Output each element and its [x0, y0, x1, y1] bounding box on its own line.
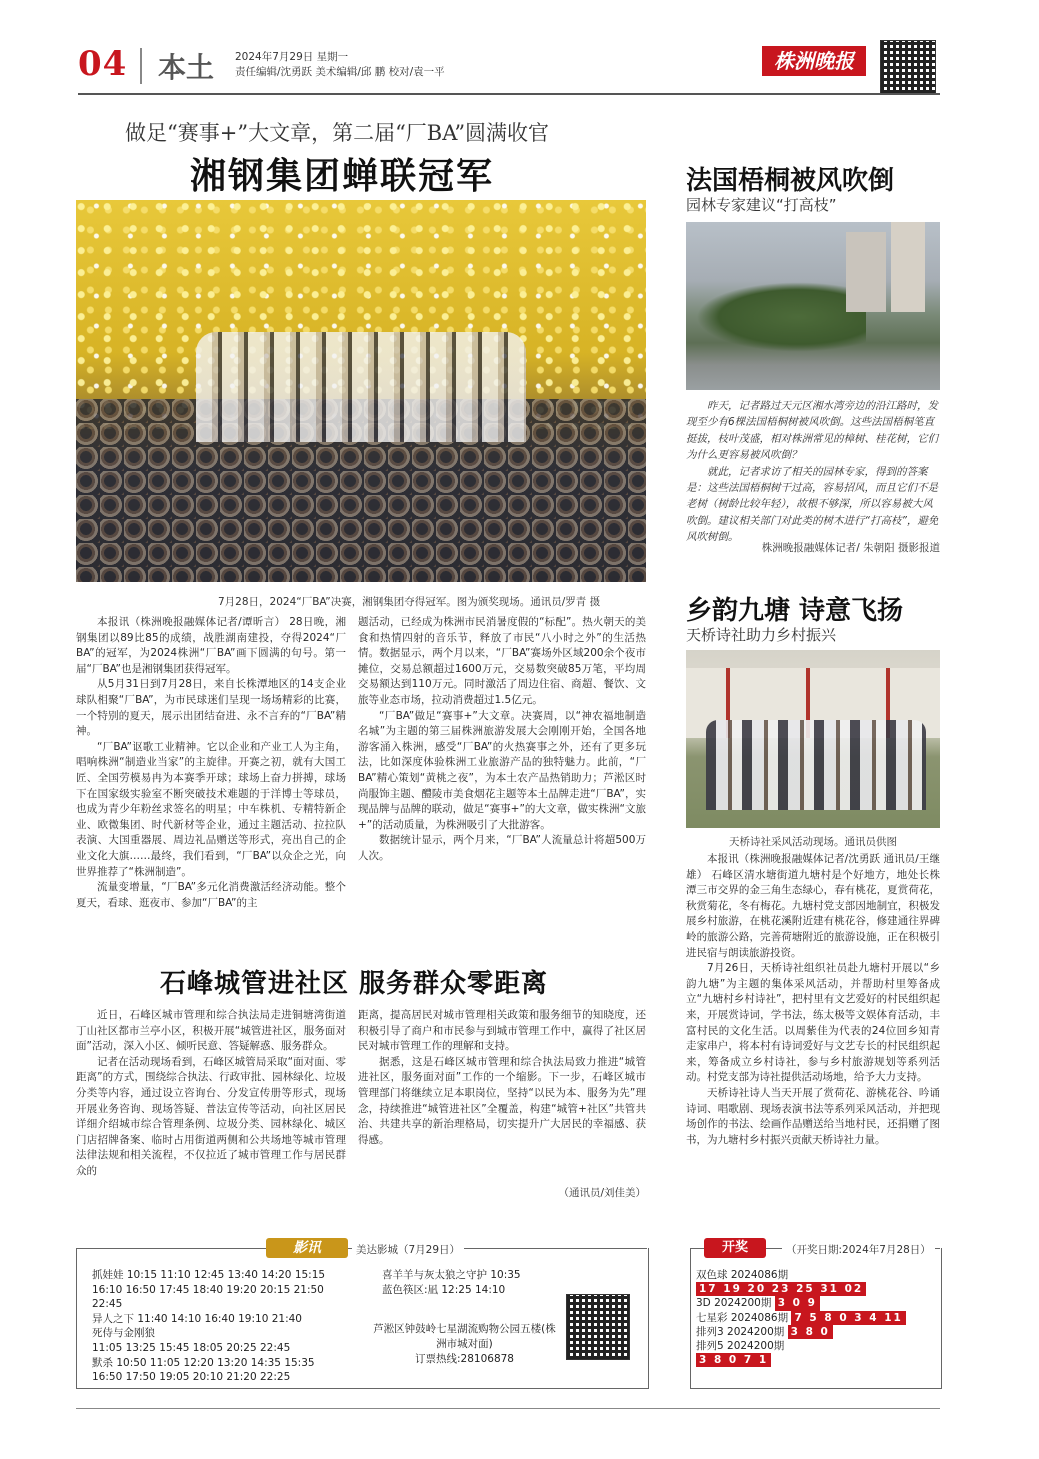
poetry-photo	[686, 650, 940, 828]
listing-line: 16:50 17:50 19:05 20:10 21:20 22:25	[92, 1371, 291, 1384]
paragraph: “厂BA”讴歌工业精神。它以企业和产业工人为主角，唱响株洲“制造业当家”的主旋律。开赛之初，就有大国工匠、全国劳模易冉为本赛季开球；球场上奋力拼搏，球场下在国家级实验室不断突破技术难题的于洋博士等球员，也成为青少年粉丝求签名的明星；中车株机、专精特新企业、欧微集团、时代新材等企业，通过主题活动、拉拉队表演、大国重器展、周边礼品赠送等形式，亮出自己的企业文化大旗……最终，我们看到，“厂BA”以众企之光，向世界推荐了“株洲制造”。	[76, 740, 346, 878]
lottery-label: 七星彩 2024086期	[696, 1311, 789, 1324]
listing-line: 异人之下 11:40 14:10 16:40 19:10 21:40	[92, 1312, 302, 1325]
listing-line: 11:05 13:25 15:45 18:05 20:25 22:45	[92, 1341, 291, 1354]
listing-line: 蓝色筷区:凪 12:25 14:10	[382, 1283, 506, 1296]
cinema-address	[372, 1322, 557, 1367]
lottery-numbers: 7 5 8 0 3 4 11	[791, 1311, 905, 1325]
paragraph: 天桥诗社诗人当天开展了赏荷花、游桃花谷、吟诵诗词、唱歌剧、现场表演书法等系列采风活动，并把现场创作的书法、绘画作品赠送给当地村民，还捐赠了图书，为九塘村乡村振兴贡献天桥诗社力量。	[686, 1086, 940, 1146]
lottery-row	[696, 1296, 936, 1310]
paragraph: 昨天，记者路过天元区湘水湾旁边的沿江路时，发现至少有6棵法国梧桐树被风吹倒。这些法国梧桐笔直挺拔，枝叶茂盛，相对株洲常见的樟树、桂花树，它们为什么更容易被风吹倒？	[686, 400, 938, 462]
poetry-photo-caption: 天桥诗社采风活动现场。通讯员供图	[729, 836, 897, 848]
lottery-label: 3D 2024200期	[696, 1297, 772, 1310]
city-story-title: 石峰城管进社区 服务群众零距离	[160, 969, 549, 999]
cinema-title: 美达影城（7月29日）	[352, 1242, 464, 1257]
poetry-story-title: 乡韵九塘 诗意飞扬	[686, 596, 904, 626]
paragraph: 距离，提高居民对城市管理相关政策和服务细节的知晓度，还积极引导了商户和市民参与到城市管理工作中，赢得了社区居民对城市管理工作的理解和支持。	[358, 1009, 646, 1053]
listing-line: 22:45	[92, 1298, 123, 1311]
tree-story-byline: 株洲晚报融媒体记者/ 朱朝阳 摄影报道	[761, 542, 940, 554]
lottery-numbers: 3 8 0 7 1	[696, 1353, 771, 1367]
bottom-rule	[76, 1408, 940, 1409]
listing-line: 死侍与金刚狼	[92, 1327, 155, 1340]
team-shape	[196, 332, 526, 442]
paragraph: “厂BA”做足“赛事+”大文章。决赛周，以“神农福地制造名城”为主题的第三届株洲旅游发展大会刚刚开始，全国各地游客涌入株洲，感受“厂BA”的火热赛事之外，还有了更多玩法，比如深度体验株洲工业旅游产品的独特魅力。此前，“厂BA”精心策划“黄桃之夜”，为本土农产品热销助力；芦淞区时尚服饰主题、醴陵市美食烟花主题等本土品牌走进“厂BA”，实现品牌与品牌的联动，做足“赛事+”的大文章，做实株洲“文旅+”的活动质量，为株洲吸引了大批游客。	[358, 709, 646, 831]
paragraph: 数据统计显示，两个月来，“厂BA”人流量总计将超500万人次。	[358, 834, 646, 862]
city-story-byline: （通讯员/刘佳美）	[558, 1187, 646, 1199]
hotline-text: 订票热线:28106878	[415, 1353, 514, 1365]
people-shape	[706, 720, 926, 810]
lottery-row	[696, 1353, 936, 1367]
lottery-row	[696, 1339, 936, 1353]
poetry-story-text	[686, 852, 940, 1148]
fallen-tree-photo	[686, 222, 940, 390]
cinema-listings-left	[92, 1268, 372, 1385]
lottery-numbers: 17 19 20 23 25 31 02	[696, 1282, 866, 1296]
cinema-tag: 影讯	[266, 1238, 348, 1258]
building-shape	[846, 232, 886, 312]
city-column-a	[76, 1008, 346, 1180]
masthead-divider	[140, 48, 142, 84]
main-column-b	[358, 615, 646, 865]
paragraph: 本报讯（株洲晚报融媒体记者/沈勇跃 通讯员/王继雄） 石峰区清水塘街道九塘村是个好地方，地处长株潭三市交界的金三角生态绿心，春有桃花，夏赏荷花，秋赏菊花，冬有梅花。九塘村党支部因地制宜，积极发展乡村旅游，在桃花溪附近建有桃花谷，修建通往界碑岭的旅游公路，完善荷塘附近的旅游设施，正在积极引进民宿与朗读旅游投资。	[686, 853, 940, 959]
tree-shape	[696, 282, 866, 352]
lottery-label: 双色球 2024086期	[696, 1269, 789, 1281]
paragraph: 记者在活动现场看到，石峰区城管局采取“面对面、零距离”的方式，围绕综合执法、行政审批、园林绿化、垃圾分类等内容，通过设立咨询台、分发宣传册等形式，现场开展业务咨询、现场答疑、普法宣传等活动，向社区居民详细介绍城市综合管理条例、垃圾分类、园林绿化、城区门店招牌备案、临时占用街道两侧和公共场地等城市管理法律法规和相关流程，不仅拉近了城市管理工作与居民群众的	[76, 1055, 346, 1177]
lottery-date: （开奖日期:2024年7月28日）	[782, 1242, 935, 1257]
building-shape	[891, 222, 925, 312]
page-number: 04	[78, 44, 128, 84]
masthead-rule	[78, 93, 940, 95]
lottery-row	[696, 1325, 936, 1339]
lottery-label: 排列3 2024200期	[696, 1325, 785, 1338]
poetry-story-subtitle: 天桥诗社助力乡村振兴	[686, 626, 837, 644]
section-name: 本土	[158, 51, 215, 84]
paragraph: 7月26日，天桥诗社组织社员赴九塘村开展以“乡韵九塘”为主题的集体采风活动，并帮助村里筹备成立“九塘村乡村诗社”，把村里有文艺爱好的村民组织起来，开展赏诗词，学书法，练太极等文娱体育活动，丰富村民的文化生活。以周紫佳为代表的24位回乡知青走家串户，将本村有诗词爱好与文艺专长的村民组织起来，筹备成立乡村诗社，参与乡村旅游规划等系列活动。村党支部为诗社提供活动场地，给予大力支持。	[686, 962, 940, 1084]
tree-story-text	[686, 398, 940, 546]
paragraph: 题活动，已经成为株洲市民消暑度假的“标配”。热火朝天的美食和热情四射的音乐节，释放了市民“八小时之外”的生活热情。数据显示，两个月以来，“厂BA”赛场外区域200余个夜市摊位，交易总额超过1600万元，交易数突破85万笔，平均周交易额达到110万元。同时激活了周边住宿、商超、餐饮、文旅等业态市场，拉动消费超过1.5亿元。	[358, 616, 646, 706]
main-photo-caption: 7月28日，2024“厂BA”决赛，湘钢集团夺得冠军。图为颁奖现场。通讯员/罗青 摄	[218, 596, 601, 608]
lottery-row	[696, 1268, 936, 1282]
cinema-qr-code-icon	[566, 1294, 630, 1360]
cinema-listings-right	[382, 1268, 552, 1297]
editors-line: 责任编辑/沈勇跃 美术编辑/邱 鹏 校对/袁一平	[235, 66, 445, 78]
listing-line: 16:10 16:50 17:45 18:40 19:20 20:15 21:50	[92, 1283, 324, 1296]
paragraph: 近日，石峰区城市管理和综合执法局走进铜塘湾街道丁山社区都市兰亭小区，积极开展“城管进社区，服务面对面”活动，深入小区、倾听民意、答疑解惑、服务群众。	[76, 1009, 346, 1053]
lottery-row	[696, 1282, 936, 1296]
lottery-row	[696, 1311, 936, 1325]
qr-code-icon	[880, 40, 936, 94]
date-line: 2024年7月29日 星期一	[235, 51, 349, 63]
tree-story-title: 法国梧桐被风吹倒	[686, 166, 895, 196]
paragraph: 本报讯（株洲晚报融媒体记者/谭昕言） 28日晚，湘钢集团以89比85的成绩，战胜湖南建投，夺得2024“厂BA”的冠军，为2024株洲“厂BA”画下圆满的句号。第一届“厂BA”也是湘钢集团获得冠军。	[76, 616, 346, 675]
lottery-numbers: 3 8 0	[788, 1325, 833, 1339]
lottery-label: 排列5 2024200期	[696, 1340, 785, 1353]
paragraph: 从5月31日到7月28日，来自长株潭地区的14支企业球队相聚“厂BA”，为市民球迷们呈现一场场精彩的比赛，一个特别的夏天，展示出团结奋进、永不言弃的“厂BA”精神。	[76, 678, 346, 738]
tree-story-subtitle: 园林专家建议“打高枝”	[686, 196, 837, 214]
paragraph: 就此，记者求访了相关的园林专家，得到的答案是：这些法国梧桐树干过高，容易招风，而且它们不是老树（树龄比较年轻），故根不够深，所以容易被大风吹倒。建议相关部门对此类的树木进行“打高枝”，避免风吹树倒。	[686, 465, 939, 544]
listing-line: 默杀 10:50 11:05 12:20 13:20 14:35 15:35	[92, 1356, 315, 1369]
listing-line: 抓娃娃 10:15 11:10 12:45 13:40 14:20 15:15	[92, 1269, 326, 1281]
paragraph: 据悉，这是石峰区城市管理和综合执法局致力推进“城管进社区，服务面对面”工作的一个缩影。下一步，石峰区城市管理部门将继续立足本职岗位，坚持“以民为本、服务为先”理念，持续推进“城管进社区”全覆盖，构建“城管+社区”共管共治、共建共享的新治理格局，切实提升广大居民的幸福感、获得感。	[358, 1055, 646, 1146]
main-column-a	[76, 615, 346, 911]
main-headline: 湘钢集团蝉联冠军	[190, 156, 495, 197]
lottery-tag: 开奖	[704, 1238, 766, 1258]
paragraph: 流量变增量，“厂BA”多元化消费激活经济动能。整个夏天，看球、逛夜市、参加“厂BA”的主	[76, 881, 346, 909]
city-column-b	[358, 1008, 646, 1148]
lottery-results	[696, 1268, 936, 1367]
newspaper-logo: 株洲晚报	[762, 46, 866, 76]
address-text: 芦淞区钟鼓岭七星湖流购物公园五楼(株洲市城对面)	[373, 1323, 556, 1350]
lottery-numbers: 3 0 9	[775, 1296, 820, 1310]
masthead-info	[235, 50, 445, 80]
main-kicker: 做足“赛事+”大文章，第二届“厂BA”圆满收官	[125, 121, 550, 145]
main-photo	[76, 200, 646, 582]
listing-line: 喜羊羊与灰太狼之守护 10:35	[382, 1269, 521, 1281]
